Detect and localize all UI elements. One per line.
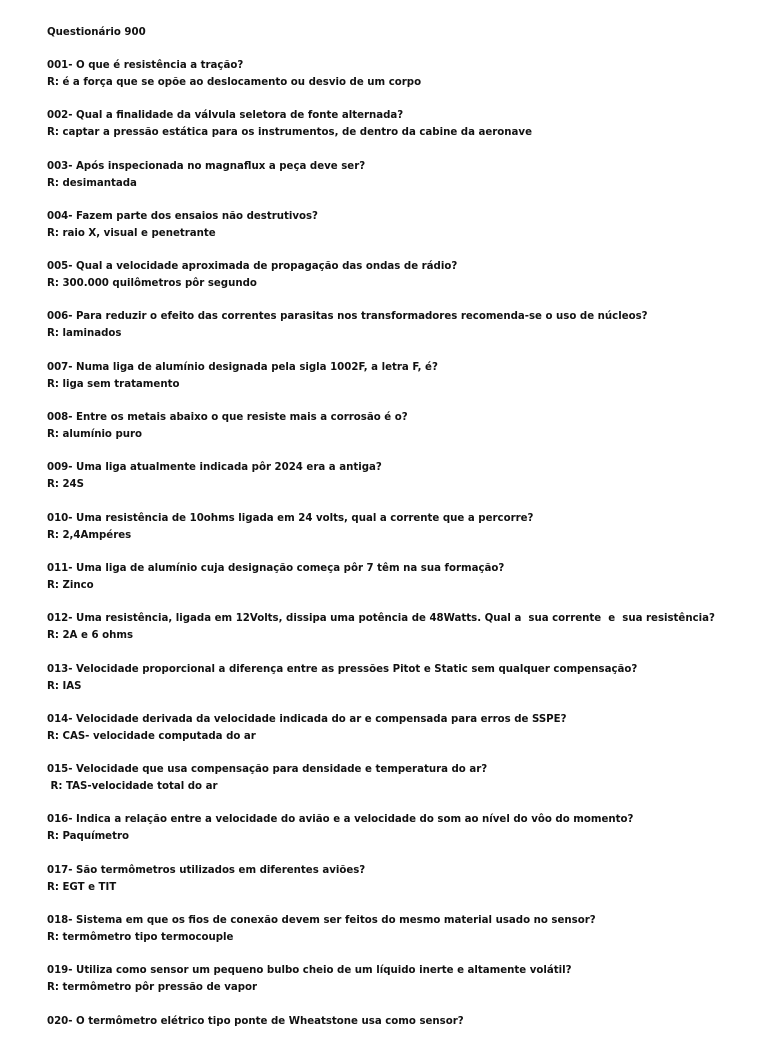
- answer-text: R: 2A e 6 ohms: [47, 630, 134, 642]
- question-text: 020- O termômetro elétrico tipo ponte de Wheatstone usa como sensor?: [47, 1015, 464, 1027]
- question-item: [47, 258, 759, 308]
- document-page: [47, 24, 759, 1063]
- answer-text: R: desimantada: [47, 177, 137, 189]
- question-text: 015- Velocidade que usa compensação para densidade e temperatura do ar?: [47, 764, 488, 776]
- question-text: 016- Indica a relação entre a velocidade do avião e a velocidade do som ao nível do vôo do momento?: [47, 814, 634, 826]
- question-text: 019- Utiliza como sensor um pequeno bulbo cheio de um líquido inerte e altamente volátil?: [47, 965, 572, 977]
- question-text: 018- Sistema em que os fios de conexão devem ser feitos do mesmo material usado no sensor?: [47, 915, 596, 927]
- question-item: [47, 560, 759, 610]
- answer-text: R: TAS-velocidade total do ar: [47, 781, 218, 793]
- question-item: [47, 661, 759, 711]
- question-item: [47, 610, 759, 660]
- question-item: [47, 107, 759, 157]
- question-item: [47, 459, 759, 509]
- question-text: 001- O que é resistência a tração?: [47, 60, 244, 71]
- question-text: 002- Qual a finalidade da válvula seletora de fonte alternada?: [47, 110, 404, 122]
- question-text: 013- Velocidade proporcional a diferença entre as pressões Pitot e Static sem qualquer compensação?: [47, 663, 638, 675]
- answer-text: R: IAS: [47, 680, 82, 692]
- answer-text: R: laminados: [47, 328, 122, 340]
- answer-text: R: 2,4Ampéres: [47, 529, 132, 541]
- question-item: [47, 912, 759, 962]
- question-text: 006- Para reduzir o efeito das correntes parasitas nos transformadores recomenda-se o uso de núcleos?: [47, 311, 648, 323]
- question-text: 008- Entre os metais abaixo o que resiste mais a corrosão é o?: [47, 412, 408, 424]
- answer-text: R: EGT e TIT: [47, 881, 117, 893]
- question-item: [47, 862, 759, 912]
- answer-text: R: raio X, visual e penetrante: [47, 227, 216, 239]
- question-text: 011- Uma liga de alumínio cuja designação começa pôr 7 têm na sua formação?: [47, 562, 505, 574]
- question-item: [47, 1013, 759, 1063]
- question-text: 009- Uma liga atualmente indicada pôr 2024 era a antiga?: [47, 462, 382, 474]
- answer-text: R: termômetro pôr pressão de vapor: [47, 982, 258, 994]
- answer-text: R: 24S: [47, 479, 84, 491]
- question-list: [47, 57, 759, 1063]
- question-item: [47, 409, 759, 459]
- question-item: [47, 57, 759, 107]
- answer-text: R: termômetro tipo termocouple: [47, 932, 234, 944]
- answer-text: R: captar a pressão estática para os instrumentos, de dentro da cabine da aeronave: [47, 127, 532, 139]
- question-item: [47, 761, 759, 811]
- answer-text: R: Zinco: [47, 579, 94, 591]
- question-item: [47, 962, 759, 1012]
- question-item: [47, 158, 759, 208]
- answer-text: R: é a força que se opõe ao deslocamento ou desvio de um corpo: [47, 77, 422, 88]
- question-text: 007- Numa liga de alumínio designada pela sigla 1002F, a letra F, é?: [47, 361, 438, 373]
- answer-text: R: Paquímetro: [47, 831, 129, 843]
- question-item: [47, 208, 759, 258]
- question-text: 014- Velocidade derivada da velocidade indicada do ar e compensada para erros de SSPE?: [47, 713, 567, 725]
- question-item: [47, 308, 759, 358]
- answer-text: R: CAS- velocidade computada do ar: [47, 730, 256, 742]
- answer-text: R: liga sem tratamento: [47, 378, 180, 390]
- answer-text: [47, 1030, 759, 1047]
- question-text: 003- Após inspecionada no magnaflux a peça deve ser?: [47, 160, 366, 172]
- question-text: 012- Uma resistência, ligada em 12Volts, dissipa uma potência de 48Watts. Qual a sua corrente e sua resistência?: [47, 613, 715, 625]
- answer-text: R: 300.000 quilômetros pôr segundo: [47, 278, 257, 290]
- question-item: [47, 811, 759, 861]
- question-text: 010- Uma resistência de 10ohms ligada em 24 volts, qual a corrente que a percorre?: [47, 512, 534, 524]
- question-item: [47, 359, 759, 409]
- question-item: [47, 510, 759, 560]
- question-text: 004- Fazem parte dos ensaios não destrutivos?: [47, 210, 318, 222]
- question-text: 005- Qual a velocidade aproximada de propagação das ondas de rádio?: [47, 261, 458, 273]
- answer-text: R: alumínio puro: [47, 429, 143, 441]
- question-item: [47, 711, 759, 761]
- question-text: 017- São termômetros utilizados em diferentes aviões?: [47, 864, 366, 876]
- document-title: Questionário 900: [47, 27, 146, 38]
